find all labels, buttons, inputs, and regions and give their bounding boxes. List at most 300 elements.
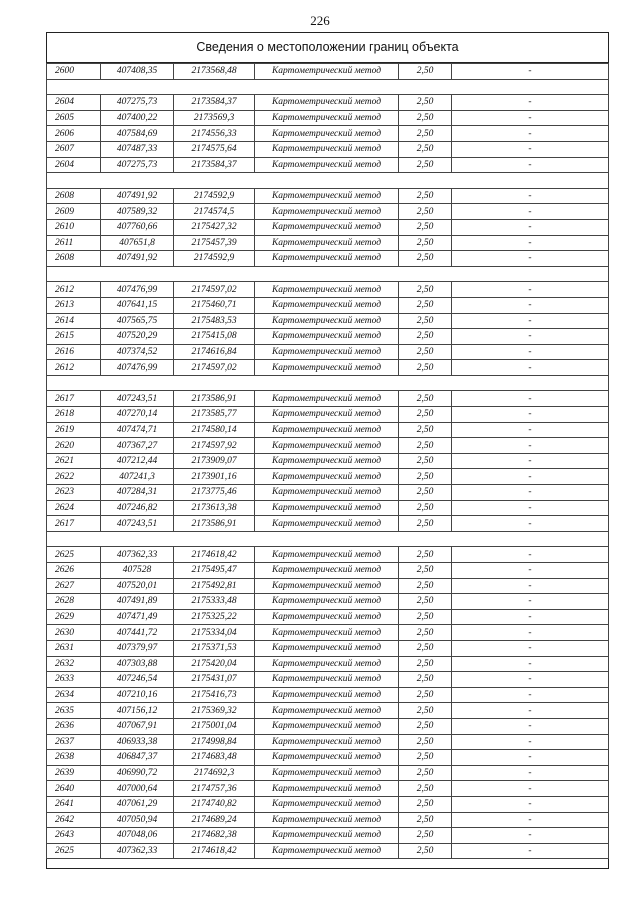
table-row — [47, 235, 609, 251]
description-cell: - — [452, 625, 609, 641]
description-cell: - — [452, 750, 609, 766]
accuracy-cell: 2,50 — [399, 95, 452, 111]
point-number-cell: 2640 — [47, 781, 101, 797]
coord-x-cell: 407367,27 — [101, 438, 174, 454]
coord-x-cell: 407243,51 — [101, 516, 174, 532]
method-cell: Картометрический метод — [255, 126, 399, 142]
point-number-cell: 2604 — [47, 157, 101, 173]
method-cell: Картометрический метод — [255, 609, 399, 625]
accuracy-cell: 2,50 — [399, 407, 452, 423]
table-row — [47, 95, 609, 111]
coord-x-cell: 407408,35 — [101, 64, 174, 80]
description-cell: - — [452, 828, 609, 844]
table-row — [47, 578, 609, 594]
coord-x-cell: 407565,75 — [101, 313, 174, 329]
description-cell: - — [452, 734, 609, 750]
coord-y-cell: 2175334,04 — [174, 625, 255, 641]
coord-y-cell: 2174740,82 — [174, 796, 255, 812]
coord-y-cell: 2175325,22 — [174, 609, 255, 625]
description-cell: - — [452, 251, 609, 267]
accuracy-cell: 2,50 — [399, 344, 452, 360]
coord-x-cell: 407241,3 — [101, 469, 174, 485]
separator-cell — [47, 266, 101, 282]
coord-x-cell: 407061,29 — [101, 796, 174, 812]
table-row — [47, 718, 609, 734]
table-row — [47, 500, 609, 516]
table-row — [47, 656, 609, 672]
description-cell: - — [452, 640, 609, 656]
accuracy-cell: 2,50 — [399, 360, 452, 376]
coord-y-cell: 2175420,04 — [174, 656, 255, 672]
coord-x-cell: 407379,97 — [101, 640, 174, 656]
separator-cell — [47, 79, 101, 95]
description-cell: - — [452, 796, 609, 812]
table-row — [47, 563, 609, 579]
point-number-cell: 2639 — [47, 765, 101, 781]
method-cell: Картометрический метод — [255, 828, 399, 844]
method-cell: Картометрический метод — [255, 578, 399, 594]
table-row — [47, 765, 609, 781]
separator-cell — [452, 531, 609, 547]
accuracy-cell: 2,50 — [399, 235, 452, 251]
table-row — [47, 485, 609, 501]
table-row — [47, 734, 609, 750]
description-cell: - — [452, 765, 609, 781]
accuracy-cell: 2,50 — [399, 329, 452, 345]
method-cell: Картометрический метод — [255, 594, 399, 610]
method-cell: Картометрический метод — [255, 718, 399, 734]
coord-x-cell: 407210,16 — [101, 687, 174, 703]
coord-y-cell: 2175495,47 — [174, 563, 255, 579]
table-row — [47, 360, 609, 376]
accuracy-cell: 2,50 — [399, 469, 452, 485]
table-row — [47, 329, 609, 345]
table-row — [47, 640, 609, 656]
coord-x-cell: 407589,32 — [101, 204, 174, 220]
description-cell: - — [452, 843, 609, 859]
separator-cell — [255, 173, 399, 189]
description-cell: - — [452, 469, 609, 485]
coord-y-cell: 2174998,84 — [174, 734, 255, 750]
coord-y-cell: 2173584,37 — [174, 157, 255, 173]
accuracy-cell: 2,50 — [399, 219, 452, 235]
accuracy-cell: 2,50 — [399, 547, 452, 563]
coord-y-cell: 2174597,02 — [174, 282, 255, 298]
method-cell: Картометрический метод — [255, 672, 399, 688]
accuracy-cell: 2,50 — [399, 578, 452, 594]
method-cell: Картометрический метод — [255, 563, 399, 579]
table-row — [47, 282, 609, 298]
separator-cell — [174, 173, 255, 189]
coordinates-table — [46, 63, 609, 859]
table-row — [47, 188, 609, 204]
point-number-cell: 2606 — [47, 126, 101, 142]
accuracy-cell: 2,50 — [399, 297, 452, 313]
table-row — [47, 110, 609, 126]
accuracy-cell: 2,50 — [399, 282, 452, 298]
coord-y-cell: 2173584,37 — [174, 95, 255, 111]
accuracy-cell: 2,50 — [399, 313, 452, 329]
description-cell: - — [452, 422, 609, 438]
group-separator — [47, 375, 609, 391]
separator-cell — [399, 79, 452, 95]
method-cell: Картометрический метод — [255, 453, 399, 469]
coord-y-cell: 2175460,71 — [174, 297, 255, 313]
table-row — [47, 157, 609, 173]
coord-x-cell: 407641,15 — [101, 297, 174, 313]
accuracy-cell: 2,50 — [399, 640, 452, 656]
coord-y-cell: 2173909,07 — [174, 453, 255, 469]
method-cell: Картометрический метод — [255, 422, 399, 438]
point-number-cell: 2613 — [47, 297, 101, 313]
separator-cell — [452, 375, 609, 391]
accuracy-cell: 2,50 — [399, 828, 452, 844]
coord-x-cell: 407156,12 — [101, 703, 174, 719]
separator-cell — [399, 375, 452, 391]
accuracy-cell: 2,50 — [399, 594, 452, 610]
table-row — [47, 547, 609, 563]
point-number-cell: 2643 — [47, 828, 101, 844]
separator-cell — [101, 173, 174, 189]
coord-y-cell: 2173586,91 — [174, 516, 255, 532]
coord-x-cell: 407528 — [101, 563, 174, 579]
coord-y-cell: 2173585,77 — [174, 407, 255, 423]
description-cell: - — [452, 407, 609, 423]
point-number-cell: 2637 — [47, 734, 101, 750]
description-cell: - — [452, 453, 609, 469]
table-row — [47, 812, 609, 828]
point-number-cell: 2605 — [47, 110, 101, 126]
point-number-cell: 2636 — [47, 718, 101, 734]
separator-cell — [101, 266, 174, 282]
coord-x-cell: 407760,66 — [101, 219, 174, 235]
description-cell: - — [452, 126, 609, 142]
coord-y-cell: 2173586,91 — [174, 391, 255, 407]
coord-x-cell: 406990,72 — [101, 765, 174, 781]
method-cell: Картометрический метод — [255, 110, 399, 126]
table-row — [47, 516, 609, 532]
description-cell: - — [452, 219, 609, 235]
coord-x-cell: 407374,52 — [101, 344, 174, 360]
coord-x-cell: 407212,44 — [101, 453, 174, 469]
method-cell: Картометрический метод — [255, 687, 399, 703]
description-cell: - — [452, 438, 609, 454]
table-row — [47, 391, 609, 407]
method-cell: Картометрический метод — [255, 141, 399, 157]
accuracy-cell: 2,50 — [399, 734, 452, 750]
coord-x-cell: 407400,22 — [101, 110, 174, 126]
separator-cell — [101, 375, 174, 391]
accuracy-cell: 2,50 — [399, 126, 452, 142]
group-separator — [47, 531, 609, 547]
point-number-cell: 2629 — [47, 609, 101, 625]
frame-title: Сведения о местоположении границ объекта — [47, 33, 608, 63]
point-number-cell: 2610 — [47, 219, 101, 235]
point-number-cell: 2608 — [47, 188, 101, 204]
accuracy-cell: 2,50 — [399, 625, 452, 641]
method-cell: Картометрический метод — [255, 656, 399, 672]
description-cell: - — [452, 516, 609, 532]
coord-y-cell: 2175371,53 — [174, 640, 255, 656]
coord-x-cell: 407476,99 — [101, 360, 174, 376]
description-cell: - — [452, 500, 609, 516]
point-number-cell: 2626 — [47, 563, 101, 579]
coord-x-cell: 407362,33 — [101, 843, 174, 859]
coord-x-cell: 407474,71 — [101, 422, 174, 438]
coord-y-cell: 2173569,3 — [174, 110, 255, 126]
point-number-cell: 2627 — [47, 578, 101, 594]
separator-cell — [452, 173, 609, 189]
coord-y-cell: 2175333,48 — [174, 594, 255, 610]
table-row — [47, 594, 609, 610]
group-separator — [47, 266, 609, 282]
table-row — [47, 141, 609, 157]
point-number-cell: 2614 — [47, 313, 101, 329]
accuracy-cell: 2,50 — [399, 687, 452, 703]
accuracy-cell: 2,50 — [399, 141, 452, 157]
point-number-cell: 2618 — [47, 407, 101, 423]
accuracy-cell: 2,50 — [399, 485, 452, 501]
coord-y-cell: 2175483,53 — [174, 313, 255, 329]
method-cell: Картометрический метод — [255, 500, 399, 516]
point-number-cell: 2612 — [47, 282, 101, 298]
accuracy-cell: 2,50 — [399, 251, 452, 267]
method-cell: Картометрический метод — [255, 391, 399, 407]
separator-cell — [452, 266, 609, 282]
coord-y-cell: 2174618,42 — [174, 547, 255, 563]
coord-x-cell: 407067,91 — [101, 718, 174, 734]
table-row — [47, 687, 609, 703]
table-row — [47, 843, 609, 859]
coord-y-cell: 2174556,33 — [174, 126, 255, 142]
point-number-cell: 2633 — [47, 672, 101, 688]
point-number-cell: 2638 — [47, 750, 101, 766]
description-cell: - — [452, 703, 609, 719]
coord-x-cell: 407048,06 — [101, 828, 174, 844]
accuracy-cell: 2,50 — [399, 64, 452, 80]
coord-y-cell: 2175427,32 — [174, 219, 255, 235]
group-separator — [47, 173, 609, 189]
table-row — [47, 204, 609, 220]
method-cell: Картометрический метод — [255, 734, 399, 750]
coord-x-cell: 407303,88 — [101, 656, 174, 672]
table-row — [47, 625, 609, 641]
accuracy-cell: 2,50 — [399, 765, 452, 781]
coord-y-cell: 2175369,32 — [174, 703, 255, 719]
point-number-cell: 2612 — [47, 360, 101, 376]
separator-cell — [452, 79, 609, 95]
point-number-cell: 2617 — [47, 391, 101, 407]
group-separator — [47, 79, 609, 95]
coord-y-cell: 2175457,39 — [174, 235, 255, 251]
method-cell: Картометрический метод — [255, 64, 399, 80]
coord-y-cell: 2174592,9 — [174, 251, 255, 267]
coord-x-cell: 407275,73 — [101, 95, 174, 111]
method-cell: Картометрический метод — [255, 703, 399, 719]
point-number-cell: 2621 — [47, 453, 101, 469]
coord-x-cell: 407476,99 — [101, 282, 174, 298]
method-cell: Картометрический метод — [255, 204, 399, 220]
description-cell: - — [452, 95, 609, 111]
table-row — [47, 469, 609, 485]
separator-cell — [255, 79, 399, 95]
method-cell: Картометрический метод — [255, 640, 399, 656]
method-cell: Картометрический метод — [255, 360, 399, 376]
table-row — [47, 126, 609, 142]
point-number-cell: 2622 — [47, 469, 101, 485]
point-number-cell: 2619 — [47, 422, 101, 438]
table-row — [47, 251, 609, 267]
point-number-cell: 2617 — [47, 516, 101, 532]
description-cell: - — [452, 188, 609, 204]
table-row — [47, 438, 609, 454]
separator-cell — [255, 375, 399, 391]
table-row — [47, 64, 609, 80]
method-cell: Картометрический метод — [255, 485, 399, 501]
accuracy-cell: 2,50 — [399, 703, 452, 719]
table-row — [47, 422, 609, 438]
coord-y-cell: 2174689,24 — [174, 812, 255, 828]
coord-y-cell: 2174618,42 — [174, 843, 255, 859]
point-number-cell: 2641 — [47, 796, 101, 812]
point-number-cell: 2611 — [47, 235, 101, 251]
method-cell: Картометрический метод — [255, 625, 399, 641]
coord-x-cell: 407471,49 — [101, 609, 174, 625]
coord-y-cell: 2175492,81 — [174, 578, 255, 594]
description-cell: - — [452, 313, 609, 329]
coord-x-cell: 406847,37 — [101, 750, 174, 766]
separator-cell — [47, 375, 101, 391]
coord-x-cell: 407520,29 — [101, 329, 174, 345]
table-row — [47, 796, 609, 812]
separator-cell — [101, 531, 174, 547]
accuracy-cell: 2,50 — [399, 422, 452, 438]
accuracy-cell: 2,50 — [399, 656, 452, 672]
separator-cell — [255, 266, 399, 282]
point-number-cell: 2604 — [47, 95, 101, 111]
point-number-cell: 2608 — [47, 251, 101, 267]
description-cell: - — [452, 110, 609, 126]
method-cell: Картометрический метод — [255, 812, 399, 828]
description-cell: - — [452, 360, 609, 376]
description-cell: - — [452, 297, 609, 313]
separator-cell — [47, 173, 101, 189]
coord-y-cell: 2175431,07 — [174, 672, 255, 688]
method-cell: Картометрический метод — [255, 157, 399, 173]
coord-y-cell: 2174692,3 — [174, 765, 255, 781]
description-cell: - — [452, 563, 609, 579]
method-cell: Картометрический метод — [255, 438, 399, 454]
coord-x-cell: 407270,14 — [101, 407, 174, 423]
coord-y-cell: 2174757,36 — [174, 781, 255, 797]
coord-y-cell: 2174597,92 — [174, 438, 255, 454]
point-number-cell: 2632 — [47, 656, 101, 672]
method-cell: Картометрический метод — [255, 344, 399, 360]
coord-y-cell: 2174683,48 — [174, 750, 255, 766]
method-cell: Картометрический метод — [255, 796, 399, 812]
point-number-cell: 2620 — [47, 438, 101, 454]
method-cell: Картометрический метод — [255, 95, 399, 111]
description-cell: - — [452, 718, 609, 734]
coord-x-cell: 407000,64 — [101, 781, 174, 797]
method-cell: Картометрический метод — [255, 516, 399, 532]
description-cell: - — [452, 157, 609, 173]
coord-x-cell: 407491,89 — [101, 594, 174, 610]
point-number-cell: 2625 — [47, 547, 101, 563]
separator-cell — [47, 531, 101, 547]
description-cell: - — [452, 391, 609, 407]
accuracy-cell: 2,50 — [399, 718, 452, 734]
method-cell: Картометрический метод — [255, 188, 399, 204]
method-cell: Картометрический метод — [255, 329, 399, 345]
separator-cell — [174, 375, 255, 391]
coord-y-cell: 2173613,38 — [174, 500, 255, 516]
accuracy-cell: 2,50 — [399, 188, 452, 204]
description-cell: - — [452, 578, 609, 594]
method-cell: Картометрический метод — [255, 765, 399, 781]
method-cell: Картометрический метод — [255, 547, 399, 563]
description-cell: - — [452, 329, 609, 345]
coord-x-cell: 407362,33 — [101, 547, 174, 563]
description-cell: - — [452, 812, 609, 828]
accuracy-cell: 2,50 — [399, 672, 452, 688]
point-number-cell: 2625 — [47, 843, 101, 859]
coord-y-cell: 2174574,5 — [174, 204, 255, 220]
description-cell: - — [452, 609, 609, 625]
description-cell: - — [452, 235, 609, 251]
point-number-cell: 2630 — [47, 625, 101, 641]
table-row — [47, 828, 609, 844]
method-cell: Картометрический метод — [255, 313, 399, 329]
accuracy-cell: 2,50 — [399, 516, 452, 532]
method-cell: Картометрический метод — [255, 750, 399, 766]
coord-x-cell: 407243,51 — [101, 391, 174, 407]
accuracy-cell: 2,50 — [399, 563, 452, 579]
coord-x-cell: 407284,31 — [101, 485, 174, 501]
description-cell: - — [452, 672, 609, 688]
point-number-cell: 2624 — [47, 500, 101, 516]
method-cell: Картометрический метод — [255, 235, 399, 251]
coord-x-cell: 406933,38 — [101, 734, 174, 750]
table-row — [47, 313, 609, 329]
separator-cell — [399, 531, 452, 547]
description-cell: - — [452, 656, 609, 672]
point-number-cell: 2615 — [47, 329, 101, 345]
method-cell: Картометрический метод — [255, 407, 399, 423]
description-cell: - — [452, 204, 609, 220]
separator-cell — [174, 531, 255, 547]
table-row — [47, 219, 609, 235]
coord-x-cell: 407491,92 — [101, 251, 174, 267]
point-number-cell: 2623 — [47, 485, 101, 501]
coord-x-cell: 407275,73 — [101, 157, 174, 173]
accuracy-cell: 2,50 — [399, 500, 452, 516]
method-cell: Картометрический метод — [255, 297, 399, 313]
point-number-cell: 2600 — [47, 64, 101, 80]
description-cell: - — [452, 282, 609, 298]
coord-x-cell: 407651,8 — [101, 235, 174, 251]
separator-cell — [255, 531, 399, 547]
table-row — [47, 781, 609, 797]
coord-y-cell: 2174597,02 — [174, 360, 255, 376]
coord-y-cell: 2173568,48 — [174, 64, 255, 80]
coord-x-cell: 407520,01 — [101, 578, 174, 594]
coord-y-cell: 2174580,14 — [174, 422, 255, 438]
coord-y-cell: 2173901,16 — [174, 469, 255, 485]
separator-cell — [399, 173, 452, 189]
boundary-info-frame — [46, 32, 609, 869]
accuracy-cell: 2,50 — [399, 110, 452, 126]
